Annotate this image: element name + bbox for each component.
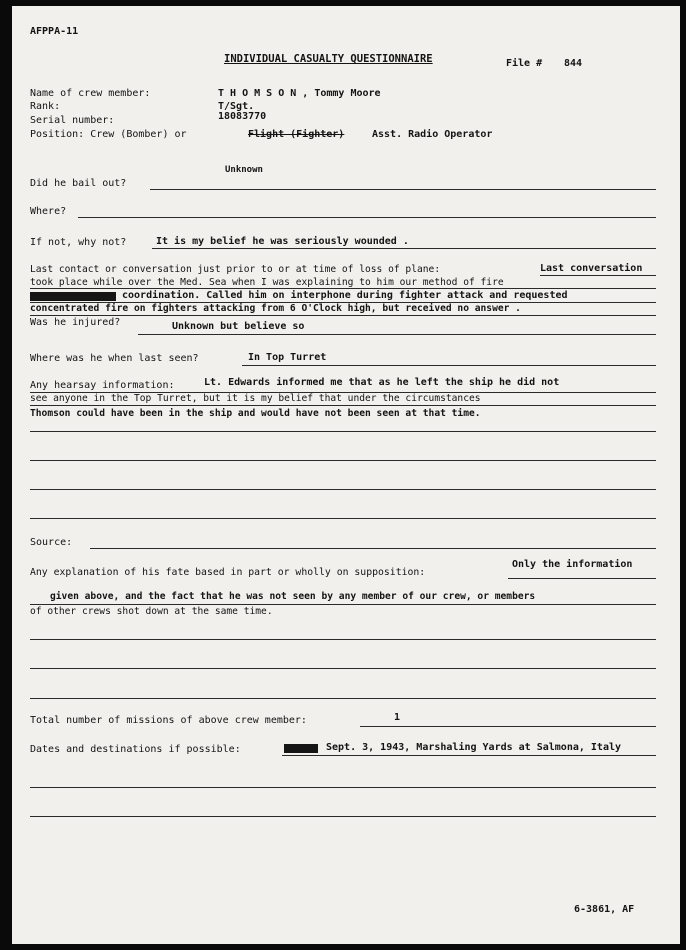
redaction-block-2	[284, 744, 318, 753]
hearsay-line-3	[30, 431, 656, 432]
hearsay-answer-2: see anyone in the Top Turret, but it is my belief that under the circumstances	[30, 393, 481, 404]
unknown-note: Unknown	[225, 165, 263, 175]
blank-line-4	[30, 639, 656, 640]
bail-out-line	[150, 189, 656, 190]
redaction-block	[30, 292, 116, 301]
last-seen-answer: In Top Turret	[248, 352, 327, 363]
source-label: Source:	[30, 537, 73, 548]
form-title: INDIVIDUAL CASUALTY QUESTIONNAIRE	[224, 53, 433, 65]
hearsay-label: Any hearsay information:	[30, 380, 175, 391]
last-contact-answer-2: took place while over the Med. Sea when I was explaining to him our method of fire	[30, 277, 504, 288]
last-contact-answer-1: Last conversation	[540, 263, 643, 274]
last-contact-line-1	[540, 275, 656, 276]
missions-label: Total number of missions of above crew member:	[30, 715, 307, 726]
rank-value: T/Sgt.	[218, 101, 255, 112]
blank-line-6	[30, 698, 656, 699]
bail-out-label: Did he bail out?	[30, 178, 127, 189]
where-label: Where?	[30, 206, 67, 217]
file-label: File #	[506, 58, 543, 69]
blank-line-1	[30, 460, 656, 461]
hearsay-answer-1: Lt. Edwards informed me that as he left the ship he did not	[204, 377, 560, 388]
position-struck-text: Flight (Fighter)	[248, 129, 345, 140]
destinations-line	[282, 755, 656, 756]
supposition-answer-1: Only the information	[512, 559, 633, 570]
missions-answer: 1	[394, 712, 401, 723]
injured-label: Was he injured?	[30, 317, 121, 328]
crew-member-value: T H O M S O N , Tommy Moore	[218, 88, 381, 99]
last-seen-label: Where was he when last seen?	[30, 353, 199, 364]
source-line	[90, 548, 656, 549]
blank-line-8	[30, 816, 656, 817]
supposition-line-2	[30, 604, 656, 605]
supposition-answer-2: given above, and the fact that he was not seen by any member of our crew, or members	[50, 591, 536, 602]
missions-line	[360, 726, 656, 727]
position-label: Position: Crew (Bomber) or	[30, 129, 187, 140]
form-code: AFPPA-11	[30, 26, 79, 37]
hearsay-line-2	[30, 405, 656, 406]
last-contact-answer-3: coordination. Called him on interphone during fighter attack and requested	[122, 290, 568, 301]
hearsay-answer-3: Thomson could have been in the ship and would have not been seen at that time.	[30, 408, 481, 419]
file-number: 844	[564, 58, 583, 69]
serial-value: 18083770	[218, 111, 267, 122]
why-not-line	[152, 248, 656, 249]
crew-member-label: Name of crew member:	[30, 88, 151, 99]
serial-label: Serial number:	[30, 115, 115, 126]
blank-line-3	[30, 518, 656, 519]
blank-line-2	[30, 489, 656, 490]
position-value: Asst. Radio Operator	[372, 129, 493, 140]
last-contact-line-3	[30, 302, 656, 303]
last-contact-line-4	[30, 315, 656, 316]
destinations-label: Dates and destinations if possible:	[30, 744, 241, 755]
destinations-answer: Sept. 3, 1943, Marshaling Yards at Salmona, Italy	[326, 742, 622, 753]
last-contact-line-2	[30, 288, 656, 289]
document-page	[12, 6, 680, 944]
injured-answer: Unknown but believe so	[172, 321, 305, 332]
last-seen-line	[242, 365, 656, 366]
where-line	[78, 217, 656, 218]
last-contact-answer-4: concentrated fire on fighters attacking from 6 O'Clock high, but received no answer .	[30, 303, 521, 314]
blank-line-5	[30, 668, 656, 669]
footer-code: 6-3861, AF	[574, 904, 635, 915]
blank-line-7	[30, 787, 656, 788]
why-not-label: If not, why not?	[30, 237, 127, 248]
injured-line	[138, 334, 656, 335]
supposition-label: Any explanation of his fate based in part or wholly on supposition:	[30, 567, 426, 578]
why-not-answer: It is my belief he was seriously wounded .	[156, 236, 409, 247]
last-contact-label: Last contact or conversation just prior to or at time of loss of plane:	[30, 264, 441, 275]
supposition-answer-3: of other crews shot down at the same time.	[30, 606, 273, 617]
rank-label: Rank:	[30, 101, 61, 112]
supposition-line-1	[508, 578, 656, 579]
